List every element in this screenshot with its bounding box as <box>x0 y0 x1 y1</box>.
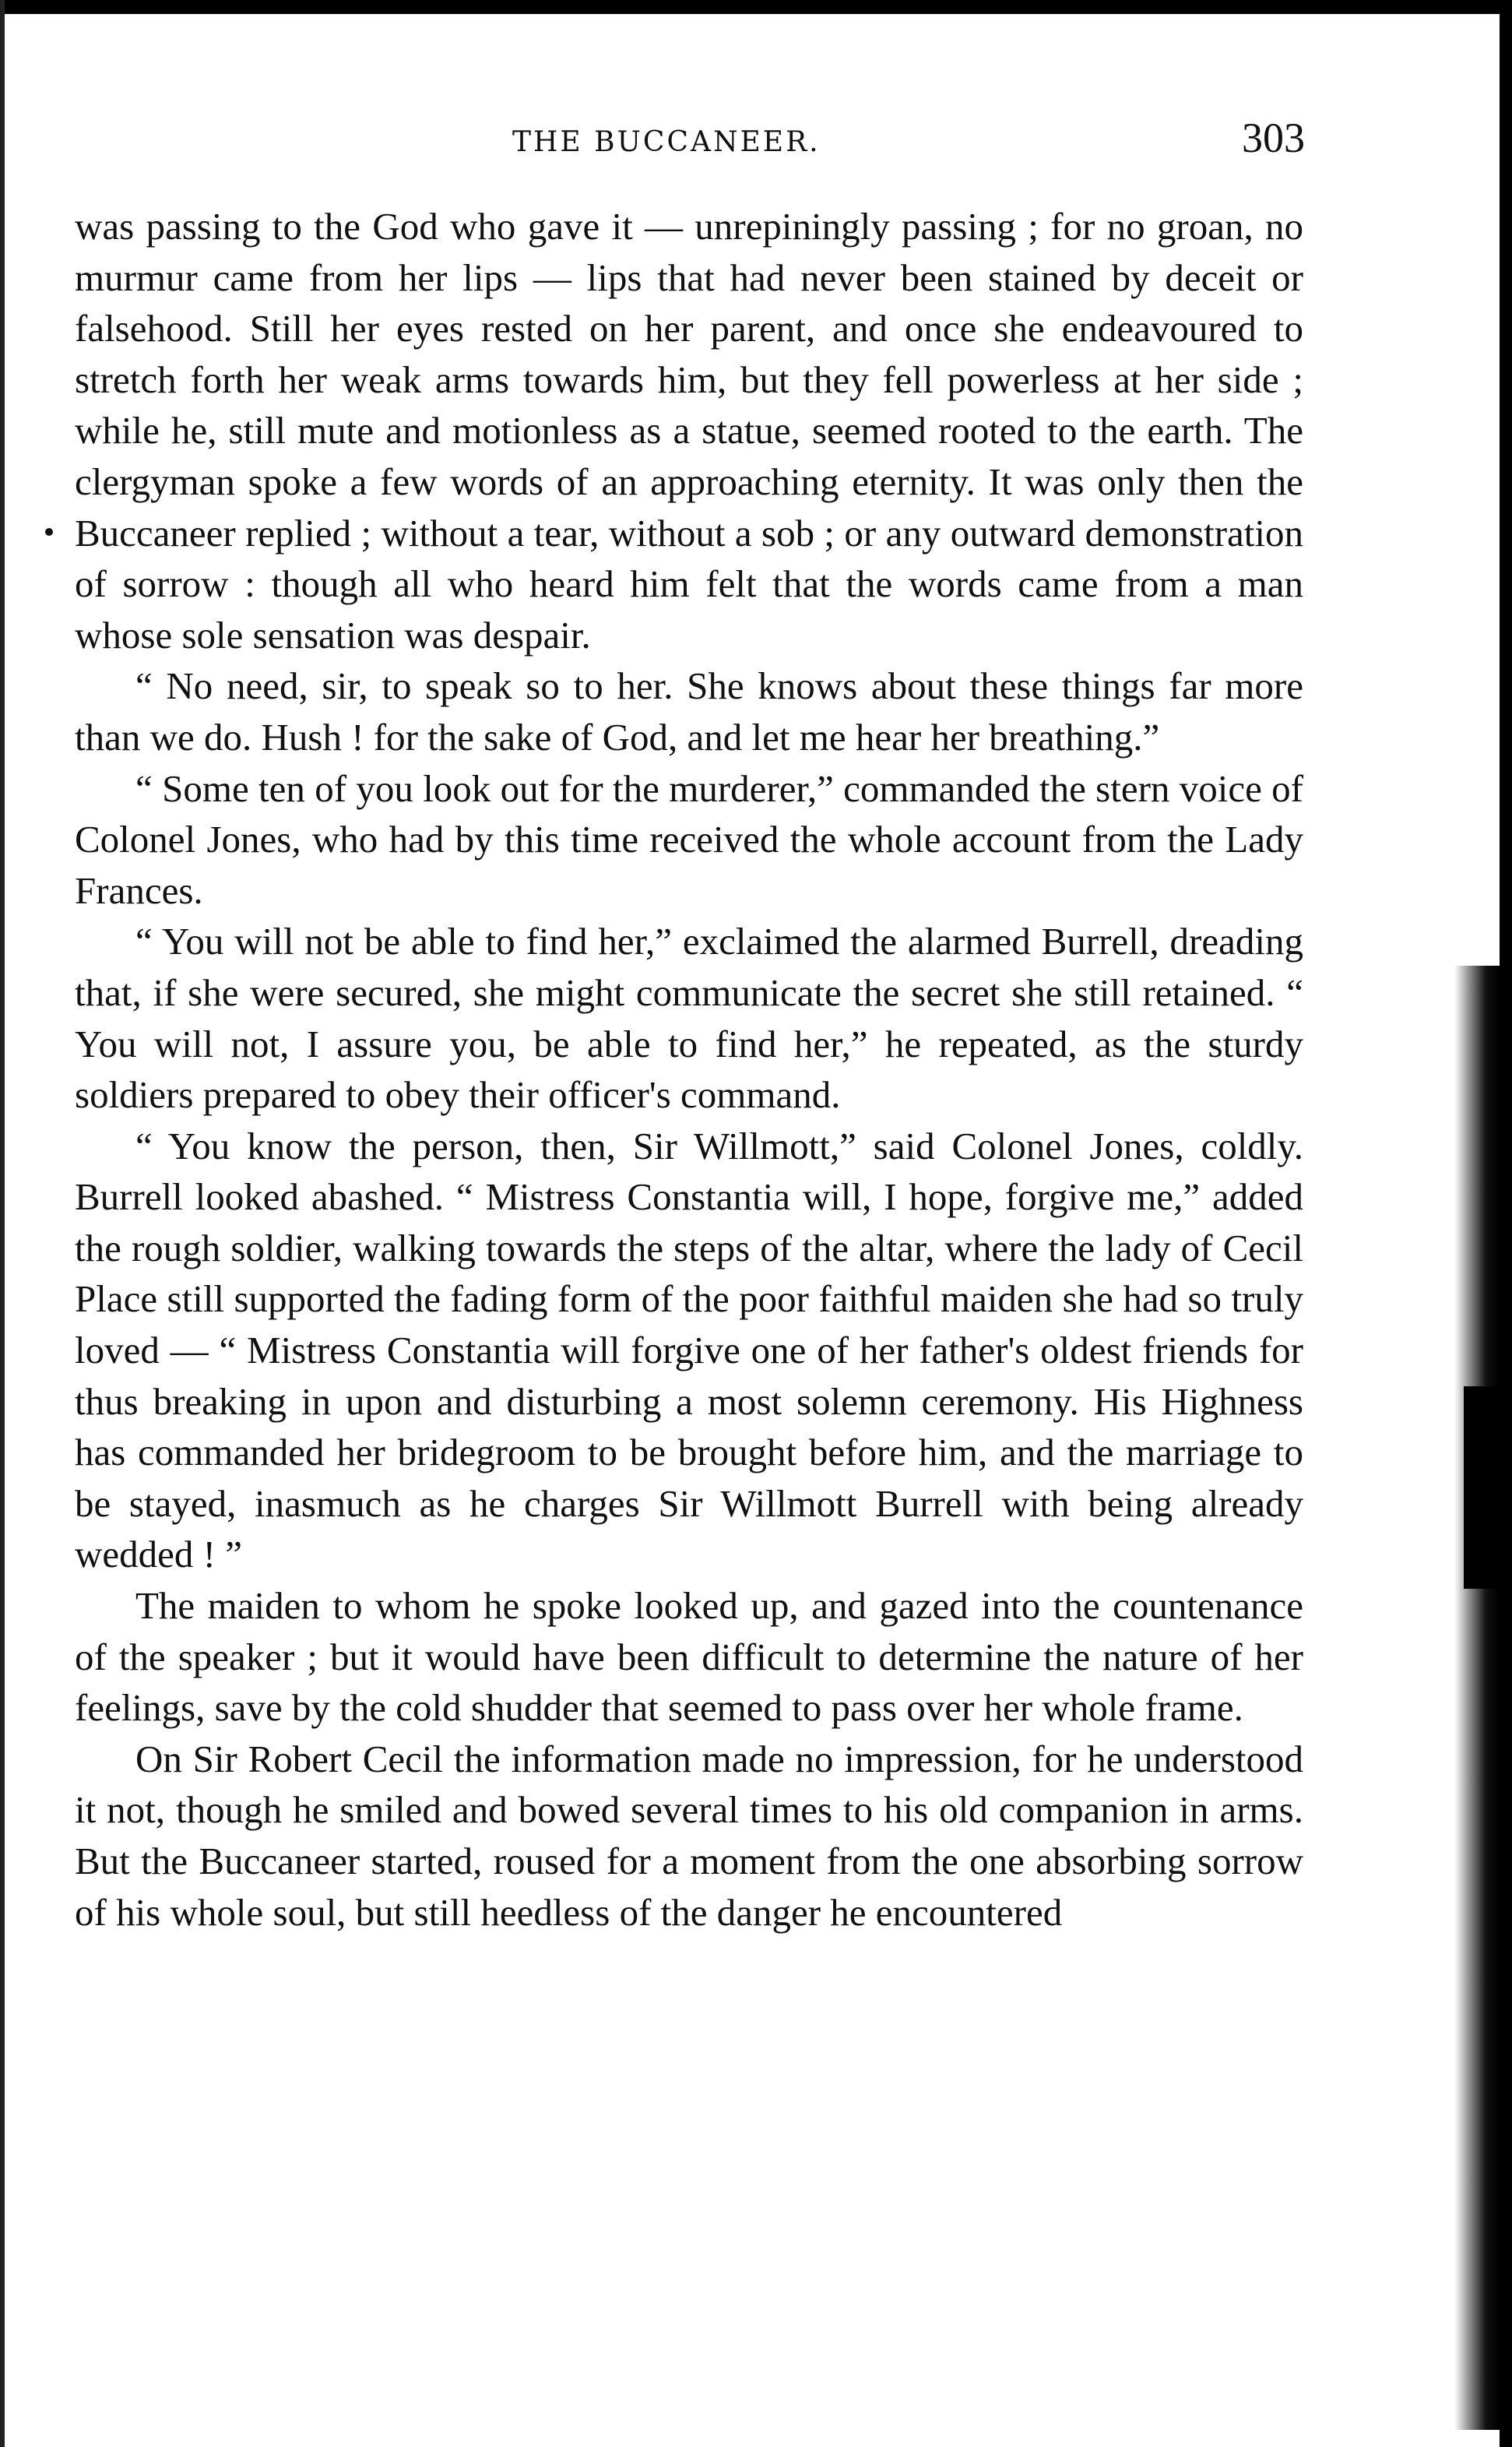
scan-border-top <box>0 0 1512 14</box>
scan-border-left <box>0 0 5 2447</box>
paragraph: “ No need, sir, to speak so to her. She knows about these things far more than we do. Hush ! for the sake of God, and let me hear her breathing.” <box>75 664 1303 759</box>
page-body <box>75 201 1303 1938</box>
scan-border-right <box>1500 0 1512 2447</box>
paragraph: was passing to the God who gave it — unrepiningly passing ; for no groan, no murmur came from her lips — lips that had never been stained by deceit or falsehood. Still her eyes rested on her parent, and once she endeavoured to stretch forth her weak arms towards him, but they fell powerless at her side ; while he, still mute and motionless as a statue, seemed rooted to the earth. The clergyman spoke a few words of an approaching eternity. It was only then the Buccaneer replied ; without a tear, without a sob ; or any outward demonstration of sorrow : though all who heard him felt that the words came from a man whose sole sensation was despair. <box>75 205 1303 657</box>
running-head: THE BUCCANEER. <box>512 126 821 158</box>
paragraph: The maiden to whom he spoke looked up, and gazed into the countenance of the speaker ; but it would have been difficult to determine the nature of her feelings, save by the cold shudder that seemed to pass over her whole frame. <box>75 1584 1303 1730</box>
paragraph: “ Some ten of you look out for the murderer,” commanded the stern voice of Colonel Jones, who had by this time received the whole account from the Lady Frances. <box>75 766 1303 912</box>
page-number: 303 <box>1242 114 1305 161</box>
scan-edge-shadow <box>1454 966 1500 2430</box>
margin-mark <box>45 528 53 536</box>
paragraph: “ You know the person, then, Sir Willmott,” said Colonel Jones, coldly. Burrell looked abashed. “ Mistress Constantia will, I hope, forgive me,” added the rough soldier, walking towards the steps of the altar, where the lady of Cecil Place still supported the fading form of the poor faithful maiden she had so truly loved — “ Mistress Constantia will forgive one of her father's oldest friends for thus breaking in upon and disturbing a most solemn ceremony. His Highness has commanded her bridegroom to be brought before him, and the marriage to be stayed, inasmuch as he charges Sir Willmott Burrell with being already wedded ! ” <box>75 1124 1303 1576</box>
paragraph: On Sir Robert Cecil the information made no impression, for he understood it not, though he smiled and bowed several times to his old companion in arms. But the Buccaneer started, roused for a moment from the one absorbing sorrow of his whole soul, but still heedless of the danger he encountered <box>75 1737 1303 1934</box>
scan-edge-dark-band <box>1464 1386 1500 1589</box>
page-header <box>75 109 1305 179</box>
paragraph: “ You will not be able to find her,” exclaimed the alarmed Burrell, dreading that, if she were secured, she might communicate the secret she still retained. “ You will not, I assure you, be able to find her,” he repeated, as the sturdy soldiers prepared to obey their officer's command. <box>75 920 1303 1117</box>
